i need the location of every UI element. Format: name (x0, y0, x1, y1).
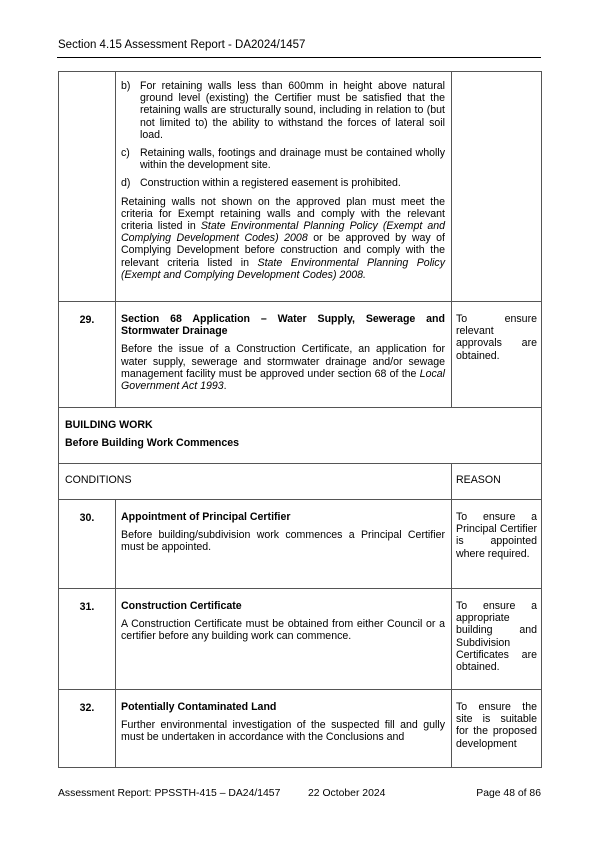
page-header-title: Section 4.15 Assessment Report - DA2024/1457 (58, 39, 306, 51)
continuation-row (59, 72, 542, 302)
section-subheading: Before Building Work Commences (65, 437, 240, 450)
condition-content (116, 690, 452, 768)
number-cell-empty (59, 72, 116, 302)
condition-body: A Construction Certificate must be obtained from either Council or a certifier before any building work can commence. (121, 618, 445, 643)
condition-title: Construction Certificate (121, 600, 242, 612)
condition-reason: To ensure the site is suitable for the proposed development (452, 690, 542, 768)
condition-title: Potentially Contaminated Land (121, 701, 277, 713)
column-header-row (59, 464, 542, 500)
conditions-table (58, 71, 542, 768)
condition-title: Appointment of Principal Certifier (121, 511, 291, 523)
condition-row-32 (59, 690, 542, 768)
section-heading: BUILDING WORK (65, 419, 153, 431)
condition-title: Section 68 Application – Water Supply, Sewerage and Stormwater Drainage (121, 313, 445, 338)
condition-body: Before the issue of a Construction Certificate, an application for water supply, sewerage and stormwater drainage and/or sewage management facility must be approved under section 68 of the Local Government Act 1993. (121, 343, 445, 393)
condition-row-31 (59, 589, 542, 690)
continuation-content (116, 72, 452, 302)
header-rule (57, 57, 541, 58)
retaining-walls-paragraph: Retaining walls not shown on the approved plan must meet the criteria for Exempt retaining walls and comply with the relevant criteria listed in State Environmental Planning Policy (Exempt and Complying Development Codes) 2008 or be approved by way of Complying Development before construction and comply with the relevant criteria listed in State Environmental Planning Policy (Exempt and Complying Development Codes) 2008. (121, 195, 446, 281)
section-heading-row (59, 408, 542, 464)
condition-number: 32. (59, 690, 116, 768)
condition-row-30 (59, 500, 542, 589)
section-heading-cell (59, 408, 542, 464)
condition-number: 30. (59, 500, 116, 589)
condition-content (116, 589, 452, 690)
conditions-header: CONDITIONS (59, 464, 452, 500)
reason-header: REASON (452, 464, 542, 500)
list-item-c: c) Retaining walls, footings and drainage must be contained wholly within the development site. (121, 147, 445, 172)
footer-page-number: Page 48 of 86 (476, 788, 541, 799)
reason-cell-empty (452, 72, 542, 302)
list-item-d: d) Construction within a registered easement is prohibited. (121, 177, 401, 190)
condition-content (116, 302, 452, 408)
list-item-b: b) For retaining walls less than 600mm in height above natural ground level (existing) the Certifier must be satisfied that the retaining walls are structurally sound, including in relation to (but not limited to) the ability to withstand the forces of lateral soil load. (121, 80, 445, 141)
condition-reason: To ensure a Principal Certifier is appointed where required. (452, 500, 542, 589)
footer-date: 22 October 2024 (308, 788, 386, 799)
condition-reason: To ensure relevant approvals are obtained. (452, 302, 542, 408)
condition-reason: To ensure a appropriate building and Subdivision Certificates are obtained. (452, 589, 542, 690)
condition-body: Before building/subdivision work commences a Principal Certifier must be appointed. (121, 529, 445, 554)
condition-number: 31. (59, 589, 116, 690)
condition-number: 29. (59, 302, 116, 408)
condition-content (116, 500, 452, 589)
condition-row-29 (59, 302, 542, 408)
footer-report: Assessment Report: PPSSTH-415 – DA24/1457 (58, 788, 281, 799)
condition-body: Further environmental investigation of the suspected fill and gully must be undertaken in accordance with the Conclusions and (121, 719, 445, 744)
